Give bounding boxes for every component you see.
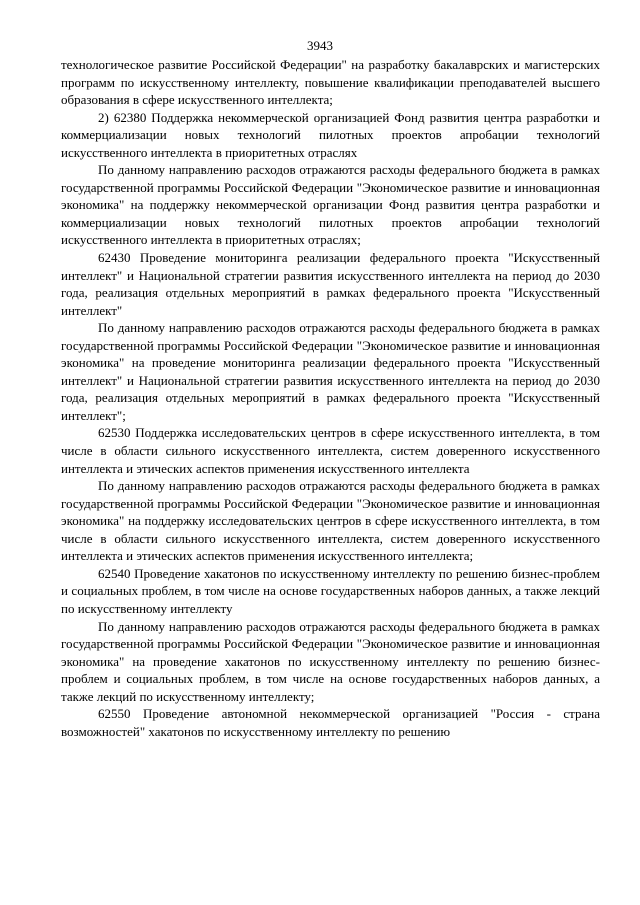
paragraph-description-62380: По данному направлению расходов отражаются расходы федерального бюджета в рамках государственной программы Российской Федерации "Экономическое развитие и инновационная экономика" на поддержку некоммерческой организации Фонд развития центра разработки и коммерциализации новых технологий пилотных проектов апробации технологий искусственного интеллекта в приоритетных отраслях; [61,162,600,248]
paragraph-description-62430: По данному направлению расходов отражаются расходы федерального бюджета в рамках государственной программы Российской Федерации "Экономическое развитие и инновационная экономика" на проведение мониторинга реализации федерального проекта "Искусственный интеллект" и Национальной стратегии развития искусственного интеллекта на период до 2030 года, реализация отдельных мероприятий в рамках федерального проекта "Искусственный интеллект"; [61,320,600,423]
page-number: 3943 [307,38,333,53]
paragraph-item-62530: 62530 Поддержка исследовательских центров в сфере искусственного интеллекта, в том числе в области сильного искусственного интеллекта, систем доверенного искусственного интеллекта и этических аспектов применения искусственного интеллекта [61,425,600,476]
paragraph-item-62550: 62550 Проведение автономной некоммерческой организацией "Россия - страна возможностей" хакатонов по искусственному интеллекту по решению [61,706,600,739]
document-body [61,56,600,740]
paragraph-item-62540: 62540 Проведение хакатонов по искусственному интеллекту по решению бизнес-проблем и социальных проблем, в том числе на основе государственных наборов данных, а также лекций по искусственному интеллекту [61,565,600,616]
paragraph-description-62530: По данному направлению расходов отражаются расходы федерального бюджета в рамках государственной программы Российской Федерации "Экономическое развитие и инновационная экономика" на поддержку исследовательских центров в сфере искусственного интеллекта, в том числе в области сильного искусственного интеллекта, систем доверенного искусственного интеллекта и этических аспектов применения искусственного интеллекта; [61,478,600,564]
paragraph-item-62380: 2) 62380 Поддержка некоммерческой организацией Фонд развития центра разработки и коммерциализации новых технологий пилотных проектов апробации технологий искусственного интеллекта в приоритетных отраслях [61,109,600,160]
paragraph-continuation: технологическое развитие Российской Федерации" на разработку бакалаврских и магистерских программ по искусственному интеллекту, повышение квалификации преподавателей высшего образования в сфере искусственного интеллекта; [61,57,600,108]
paragraph-description-62540: По данному направлению расходов отражаются расходы федерального бюджета в рамках государственной программы Российской Федерации "Экономическое развитие и инновационная экономика" на проведение хакатонов по искусственному интеллекту по решению бизнес-проблем и социальных проблем, в том числе на основе государственных наборов данных, а также лекций по искусственному интеллекту; [61,618,600,704]
paragraph-item-62430: 62430 Проведение мониторинга реализации федерального проекта "Искусственный интеллект" и Национальной стратегии развития искусственного интеллекта на период до 2030 года, реализация отдельных мероприятий в рамках федерального проекта "Искусственный интеллект" [61,250,600,318]
